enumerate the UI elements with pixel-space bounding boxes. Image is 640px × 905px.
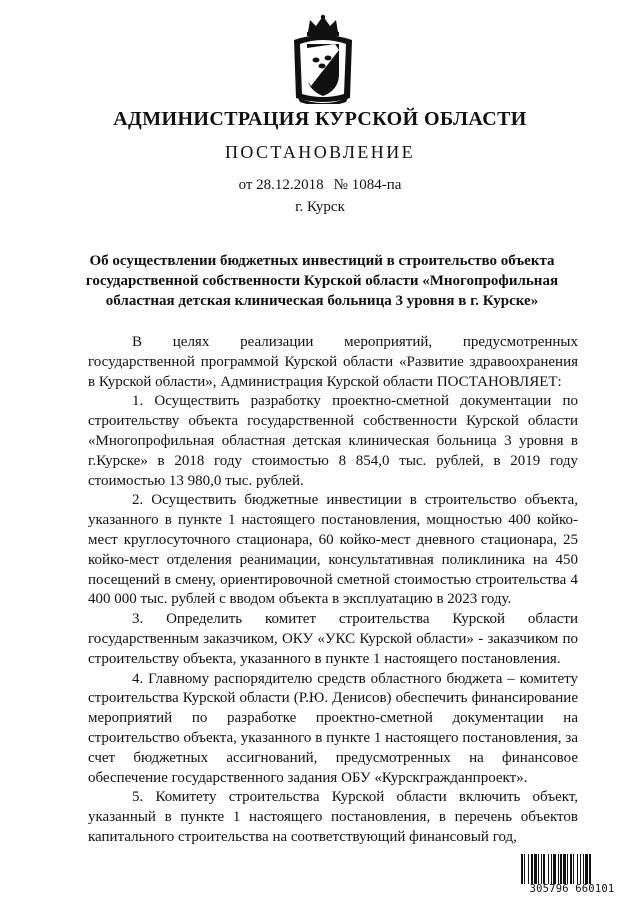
barcode-bar xyxy=(567,854,568,884)
barcode-bar xyxy=(589,854,591,884)
document-number: № 1084-па xyxy=(333,177,402,193)
barcode-bar xyxy=(577,854,578,884)
barcode-bar xyxy=(541,854,542,884)
barcode-bar xyxy=(585,854,588,884)
document-type: ПОСТАНОВЛЕНИЕ xyxy=(224,142,416,162)
barcode-bar xyxy=(558,854,559,884)
barcode-bar xyxy=(531,854,533,884)
paragraph-1: 1. Осуществить разработку проектно-сметной документации по строительству объекта государственной собственности Курской области «Многопрофильная областная детская клиническая больница 3 уровня в г.Курске» в 2018 году стоимостью 8 854,0 тыс. рублей, в 2019 году стоимостью 13 980,0 тыс. рублей. xyxy=(88,393,578,489)
barcode-bar xyxy=(548,854,549,884)
barcode xyxy=(513,852,631,899)
barcode-bar xyxy=(570,854,572,884)
barcode-bar xyxy=(534,854,537,884)
barcode-bar xyxy=(560,854,562,884)
barcode-bar xyxy=(538,854,539,884)
agency-title: АДМИНИСТРАЦИЯ КУРСКОЙ ОБЛАСТИ xyxy=(113,108,527,130)
barcode-bar xyxy=(580,854,581,884)
barcode-bar xyxy=(551,854,552,884)
document-date-number xyxy=(0,177,640,194)
barcode-bar xyxy=(573,854,574,884)
paragraph-2: 2. Осуществить бюджетные инвестиции в строительство объекта, указанного в пункте 1 настоящего постановления, мощностью 400 койко-мест круглосуточного стационара, 60 койко-мест дневного стационара, 25 койко-мест отделения реанимации, консультативная поликлиника на 450 посещений в смену, ориентировочной сметной стоимостью строительства 4 400 000 тыс. рублей с вводом объекта в эксплуатацию в 2023 году. xyxy=(88,492,578,608)
kursk-coat-of-arms-icon xyxy=(290,14,356,104)
document-body xyxy=(88,333,578,848)
document-subject: Об осуществлении бюджетных инвестиций в строительство объекта государственной собственности Курской области «Многопрофильная областная детская клиническая больница 3 уровня в г. Курске» xyxy=(85,253,559,309)
barcode-bar xyxy=(528,854,529,884)
barcode-bar xyxy=(524,854,525,884)
document-date: от 28.12.2018 xyxy=(238,177,324,193)
barcode-bar xyxy=(543,854,545,884)
document-city: г. Курск xyxy=(295,199,345,215)
barcode-bar xyxy=(583,854,584,884)
paragraph-preamble: В целях реализации мероприятий, предусмотренных государственной программой Курской области «Развитие здравоохранения в Курской области», Администрация Курской области ПОСТАНОВЛЯЕТ: xyxy=(88,334,578,390)
barcode-number: 305796 660101 xyxy=(529,883,615,895)
paragraph-4: 4. Главному распорядителю средств областного бюджета – комитету строительства Курской области (Р.Ю. Денисов) обеспечить финансирование мероприятий по разработке проектно-сметной документации на строительство объекта, указанного в пункте 1 настоящего постановления, за счет бюджетных ассигнований, предусмотренных на финансовое обеспечение государственного задания ОБУ «Курскгражданпроект». xyxy=(88,670,578,786)
barcode-bar xyxy=(553,854,556,884)
paragraph-3: 3. Определить комитет строительства Курской области государственным заказчиком, ОКУ «УКС Курской области» - заказчиком по строительству объекта, указанного в пункте 1 настоящего постановления. xyxy=(88,611,578,667)
barcode-bars xyxy=(521,854,625,884)
paragraph-5: 5. Комитету строительства Курской области включить объект, указанный в пункте 1 настоящего постановления, в перечень объектов капитального строительства на соответствующий финансовый год, xyxy=(88,789,578,845)
barcode-bar xyxy=(563,854,566,884)
barcode-bar xyxy=(521,854,523,884)
